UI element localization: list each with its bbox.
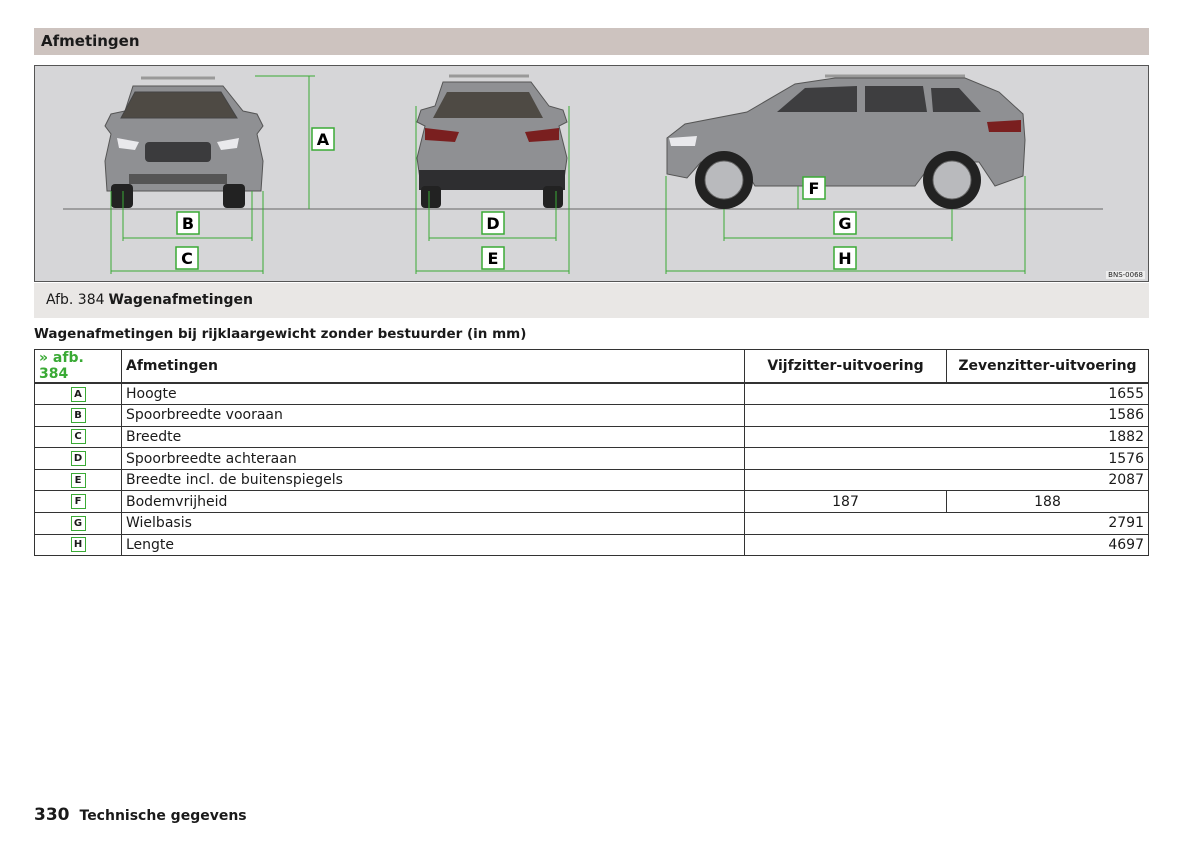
- svg-text:D: D: [486, 214, 500, 233]
- dim-label-g: [834, 212, 856, 234]
- column-header-seven-seater: Zevenzitter-uitvoering: [947, 350, 1149, 384]
- table-row: [35, 491, 1149, 513]
- page-number: 330: [34, 805, 70, 825]
- dimension-name: Hoogte: [122, 383, 745, 405]
- svg-text:F: F: [808, 179, 820, 198]
- car-side-view: [667, 76, 1025, 209]
- dimension-key: H: [71, 537, 86, 552]
- chapter-title: Technische gegevens: [79, 808, 247, 824]
- dimension-value: 1576: [745, 448, 1149, 470]
- figure-code: BNS-0068: [1108, 271, 1143, 279]
- dim-label-d: [482, 212, 504, 234]
- svg-text:B: B: [181, 214, 195, 233]
- dim-label-f: [803, 177, 825, 199]
- dimension-key: A: [71, 387, 86, 402]
- dimension-value: 1655: [745, 383, 1149, 405]
- dimensions-table: [34, 349, 1149, 556]
- table-row: [35, 469, 1149, 491]
- dimension-key: D: [71, 451, 86, 466]
- dim-label-h: [834, 247, 856, 269]
- svg-text:C: C: [181, 249, 193, 268]
- table-title: Wagenafmetingen bij rijklaargewicht zonder bestuurder (in mm): [34, 326, 527, 342]
- dimension-name: Lengte: [122, 534, 745, 556]
- column-header-dimension: Afmetingen: [122, 350, 745, 384]
- dimension-value: 4697: [745, 534, 1149, 556]
- dim-label-a: [312, 128, 334, 150]
- dimension-name: Bodemvrijheid: [122, 491, 745, 513]
- table-row: [35, 448, 1149, 470]
- caption-label: Afb. 384: [46, 292, 105, 308]
- page-footer: [34, 805, 247, 825]
- dimension-name: Breedte incl. de buitenspiegels: [122, 469, 745, 491]
- section-title: Afmetingen: [34, 28, 1149, 55]
- svg-text:A: A: [316, 130, 330, 149]
- dim-label-c: [176, 247, 198, 269]
- dim-label-b: [177, 212, 199, 234]
- dim-label-e: [482, 247, 504, 269]
- column-header-five-seater: Vijfzitter-uitvoering: [745, 350, 947, 384]
- dimension-value: 1882: [745, 426, 1149, 448]
- dimension-value: 2791: [745, 513, 1149, 535]
- dimension-name: Spoorbreedte vooraan: [122, 405, 745, 427]
- dimension-key: C: [71, 429, 86, 444]
- svg-text:H: H: [838, 249, 852, 268]
- dimension-key: E: [71, 473, 86, 488]
- dimension-key: B: [71, 408, 86, 423]
- vehicle-dimensions-figure: [34, 65, 1149, 282]
- dimension-value-five-seater: 187: [745, 491, 947, 513]
- vehicle-dimensions-drawing: [35, 66, 1149, 282]
- dimension-name: Spoorbreedte achteraan: [122, 448, 745, 470]
- table-row: [35, 405, 1149, 427]
- dimension-value: 2087: [745, 469, 1149, 491]
- table-row: [35, 534, 1149, 556]
- dimension-value-seven-seater: 188: [947, 491, 1149, 513]
- figure-caption: [34, 283, 1149, 318]
- svg-text:G: G: [838, 214, 852, 233]
- dimension-name: Wielbasis: [122, 513, 745, 535]
- caption-title: Wagenafmetingen: [108, 292, 253, 308]
- svg-text:E: E: [487, 249, 499, 268]
- dimension-key: G: [71, 516, 86, 531]
- dimension-key: F: [71, 494, 86, 509]
- table-header-row: [35, 350, 1149, 384]
- table-row: [35, 383, 1149, 405]
- figure-reference-link[interactable]: » afb. 384: [35, 350, 122, 384]
- car-rear-view: [417, 76, 567, 208]
- dimension-value: 1586: [745, 405, 1149, 427]
- car-front-view: [105, 78, 263, 208]
- table-row: [35, 426, 1149, 448]
- dimension-name: Breedte: [122, 426, 745, 448]
- table-row: [35, 513, 1149, 535]
